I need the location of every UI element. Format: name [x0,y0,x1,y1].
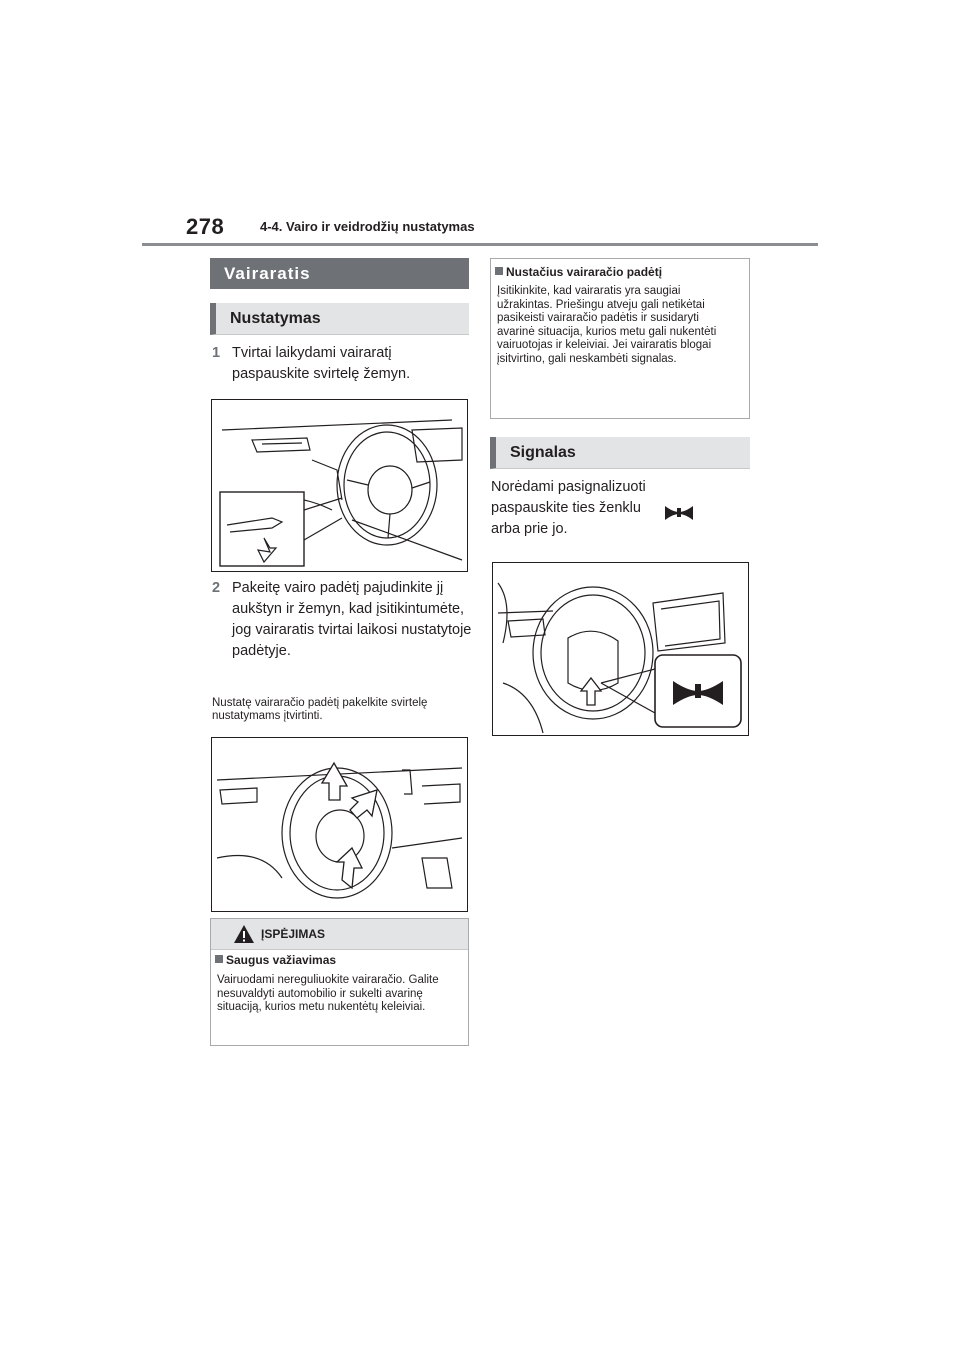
section-title: 4-4. Vairo ir veidrodžių nustatymas [260,219,475,234]
step-1-number: 1 [212,345,221,361]
subheading-nustatymas: Nustatymas [210,303,469,335]
step-1-text: Tvirtai laikydami vairaratį paspauskite svirtelę žemyn. [232,345,411,382]
bullet-square-icon [215,955,223,963]
page-number: 278 [186,214,225,239]
warning-triangle-icon [233,924,255,944]
info-body: Įsitikinkite, kad vairaratis yra saugiai užrakintas. Priešingu atveju gali netikėtai pasikeisti vairaračio padėtis ir susidaryti avarinė situacija, kurios metu gali nukentėti vairuotojas ir keleiviai. Jei vairaratis blogai įsitvirtino, gali neskambėti signalas. [497,285,717,365]
lever-illustration [212,400,467,571]
info-subtitle-text: Nustačius vairaračio padėtį [506,265,663,279]
horn-text-before: Norėdami pasignalizuoti paspauskite ties ženklu [491,479,646,516]
warning-header [211,919,468,950]
warning-box [210,918,469,1046]
horn-text-after: arba prie jo. [491,521,568,537]
horn-illustration [493,563,748,735]
warning-subtitle-text: Saugus važiavimas [226,953,337,967]
step-2 [212,578,474,686]
info-box [490,258,750,419]
lock-note: Nustatę vairaračio padėtį pakelkite svirtelę nustatymams įtvirtinti. [212,697,428,722]
figure-steering-adjust [211,737,468,912]
bullet-square-icon [495,267,503,275]
step-1 [212,343,474,388]
horn-paragraph [491,477,749,547]
subheading-signalas: Signalas [490,437,750,469]
adjust-illustration [212,738,467,911]
warning-title: ĮSPĖJIMAS [261,927,326,941]
figure-steering-lever [211,399,468,572]
step-2-number: 2 [212,580,221,596]
warning-subtitle [215,953,336,967]
header-rule [142,243,818,246]
warning-body: Vairuodami nereguliuokite vairaračio. Galite nesuvaldyti automobilio ir sukelti avarinę situaciją, kurios metu nukentėtų keleiviai. [217,974,439,1013]
step-2-text: Pakeitę vairo padėtį pajudinkite jį aukštyn ir žemyn, kad įsitikintumėte, jog vairaratis tvirtai laikosi nustatytoje padėtyje. [232,580,472,659]
heading-vairaratis: Vairaratis [210,258,469,289]
figure-horn [492,562,749,736]
info-subtitle [495,265,662,279]
